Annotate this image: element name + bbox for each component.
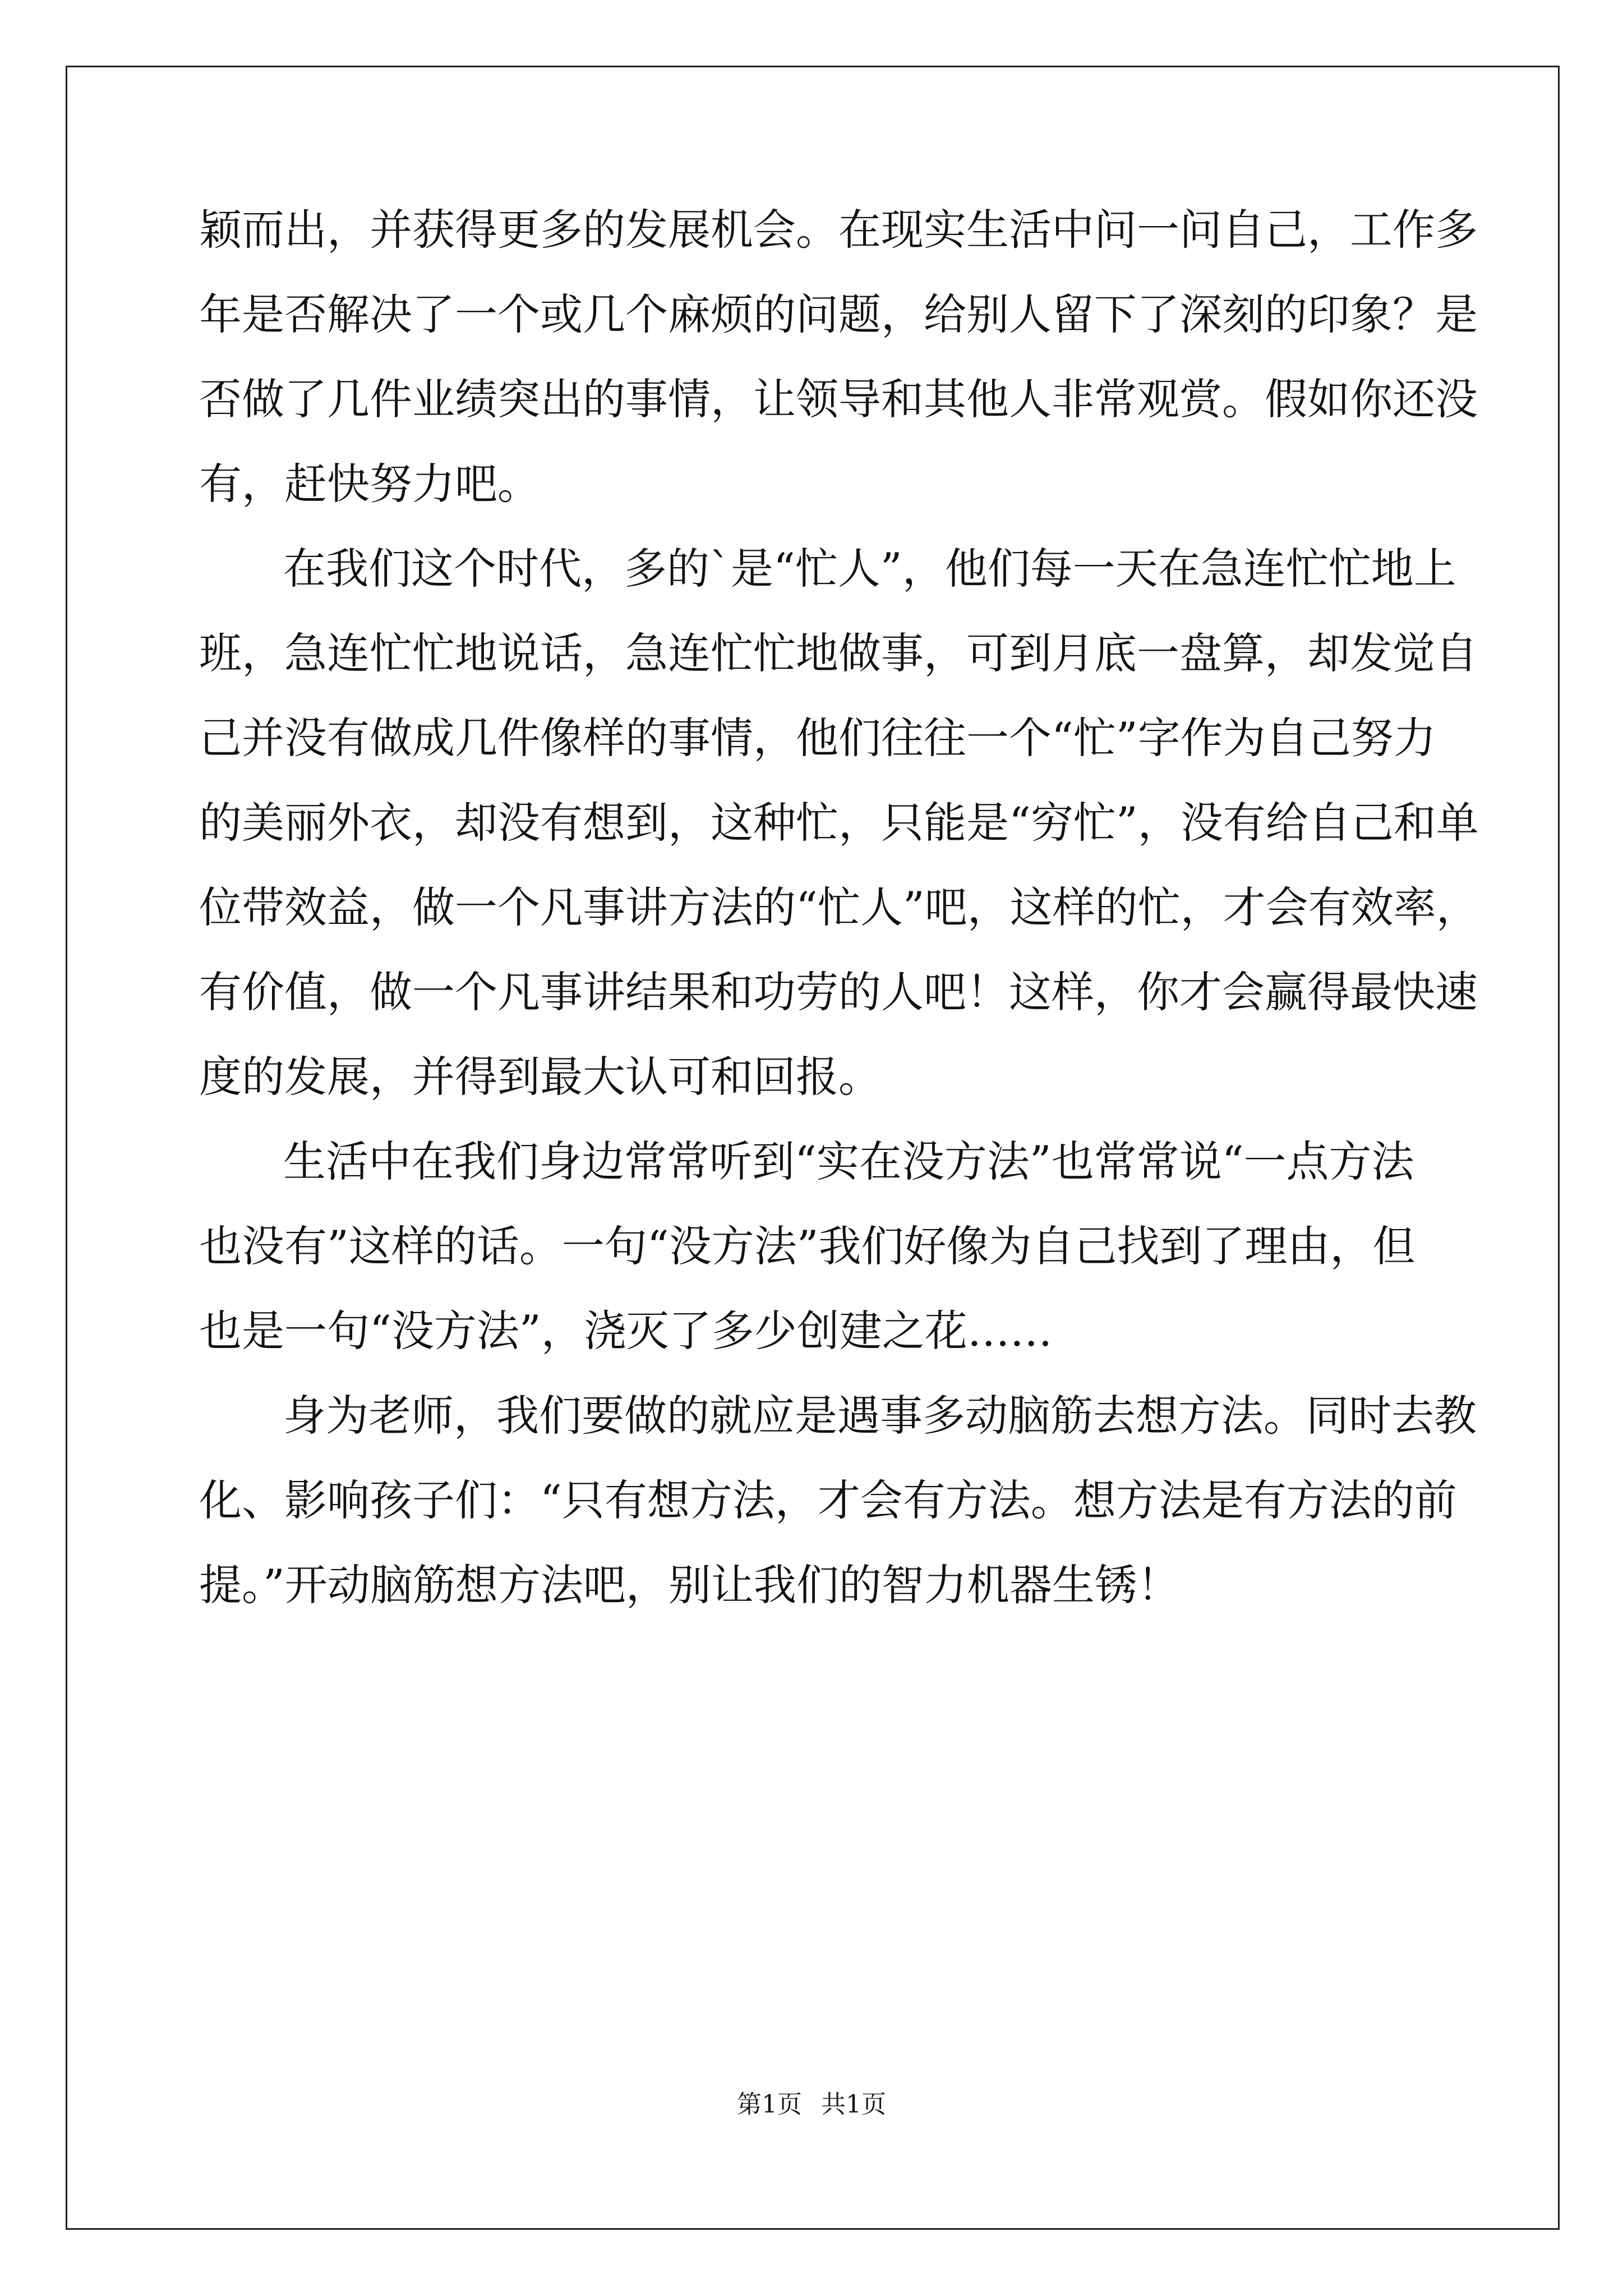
text-line: 有，赶快努力吧。 (199, 459, 540, 509)
text-line: 否做了几件业绩突出的事情，让领导和其他人非常观赏。假如你还没 (199, 374, 1478, 424)
page-total: 共1页 (821, 2090, 886, 2119)
text-line: 年是否解决了一个或几个麻烦的问题，给别人留下了深刻的印象？是 (199, 289, 1478, 339)
paragraph-first-line: 生活中在我们身边常常听到“实在没方法”也常常说“一点方法 (283, 1137, 1414, 1186)
text-line: 提。”开动脑筋想方法吧，别让我们的智力机器生锈！ (199, 1560, 1180, 1610)
text-line: 位带效益，做一个凡事讲方法的“忙人”吧，这样的忙，才会有效率， (199, 882, 1479, 932)
text-line: 的美丽外衣，却没有想到，这种忙，只能是“穷忙”，没有给自己和单 (199, 798, 1479, 848)
text-line: 化、影响孩子们：“只有想方法，才会有方法。想方法是有方法的前 (199, 1475, 1457, 1525)
text-line: 也是一句“没方法”，浇灭了多少创建之花…… (199, 1306, 1053, 1356)
page-footer (0, 2088, 1623, 2122)
text-line: 己并没有做成几件像样的事情，他们往往一个“忙”字作为自己努力 (199, 713, 1436, 763)
paragraph-first-line: 在我们这个时代，多的`是“忙人”，他们每一天在急连忙忙地上 (283, 544, 1456, 593)
text-line: 班，急连忙忙地说话，急连忙忙地做事，可到月底一盘算，却发觉自 (199, 628, 1478, 678)
text-line: 也没有”这样的话。一句“没方法”我们好像为自己找到了理由，但 (199, 1221, 1415, 1271)
paragraph-first-line: 身为老师，我们要做的就应是遇事多动脑筋去想方法。同时去教 (283, 1391, 1477, 1441)
page-number: 第1页 (737, 2090, 802, 2119)
text-line: 颖而出，并获得更多的发展机会。在现实生活中问一问自己，工作多 (199, 205, 1478, 255)
text-line: 度的发展，并得到最大认可和回报。 (199, 1052, 881, 1102)
text-line: 有价值，做一个凡事讲结果和功劳的人吧！这样，你才会赢得最快速 (199, 967, 1478, 1017)
